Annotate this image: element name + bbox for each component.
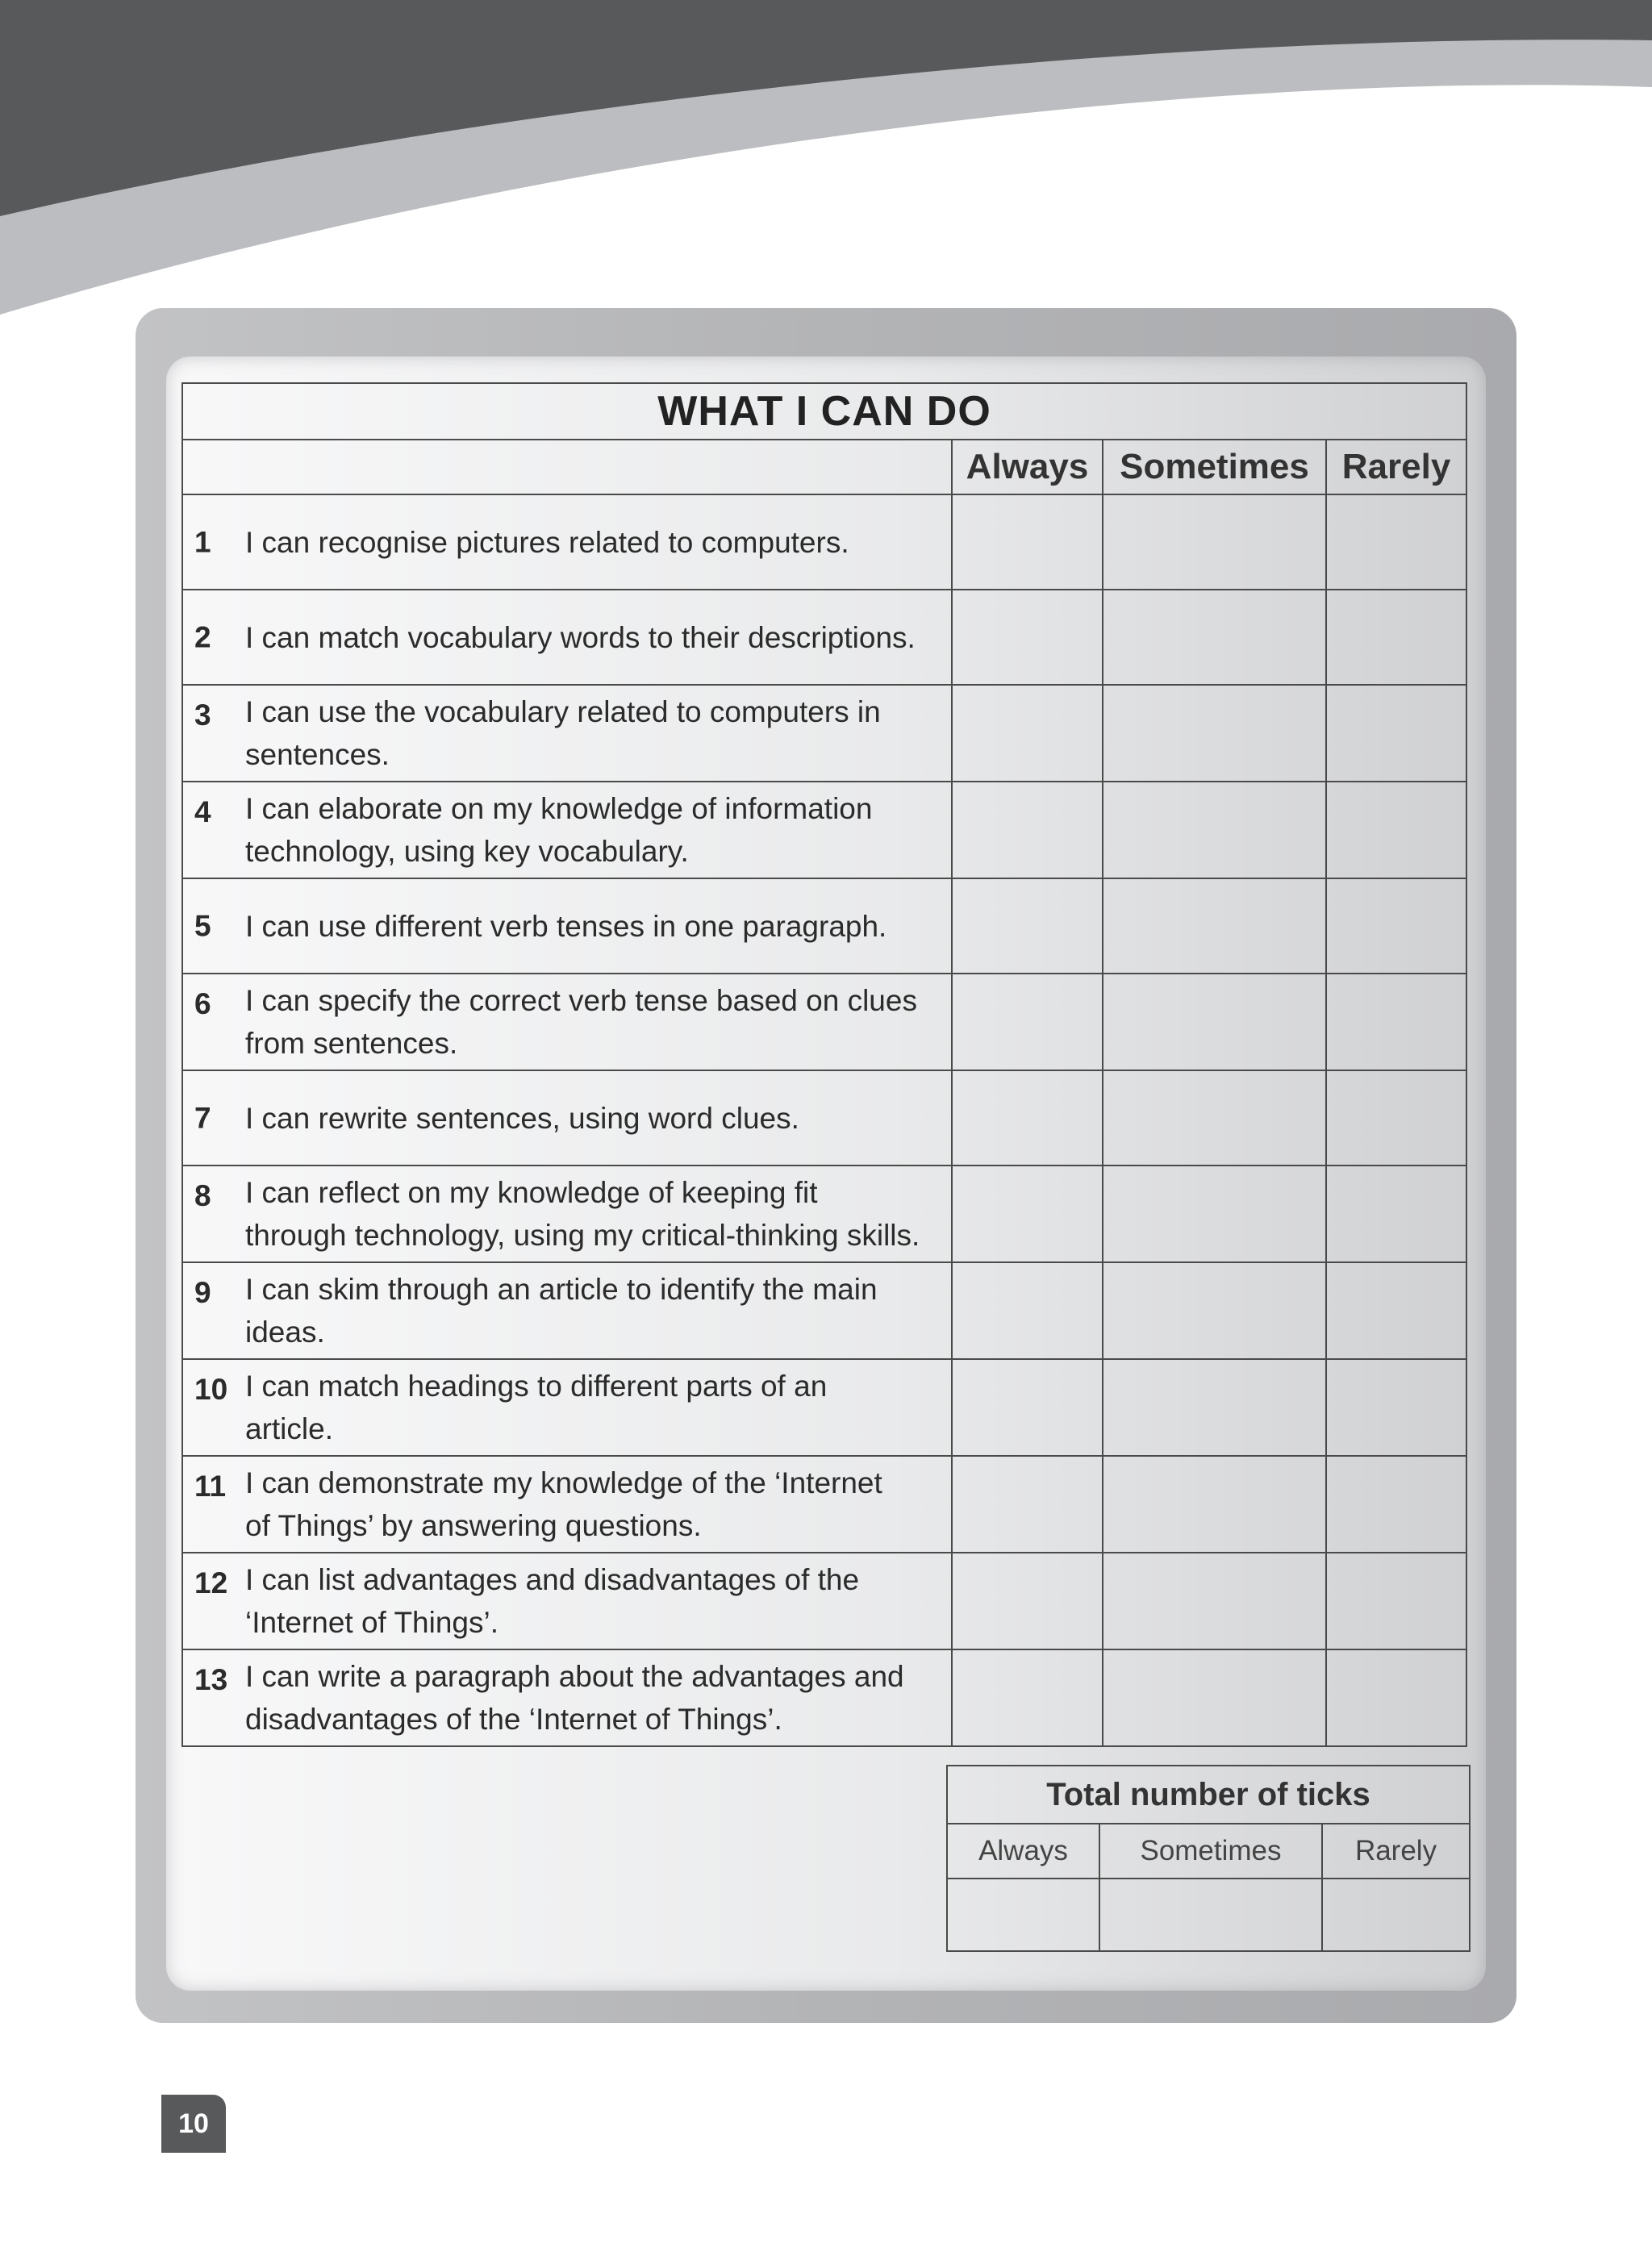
tick-box-rarely[interactable] (1326, 1166, 1466, 1262)
tick-box-rarely[interactable] (1326, 782, 1466, 878)
table-row (182, 1070, 1466, 1166)
column-header-always: Always (952, 440, 1103, 494)
statement-number: 8 (194, 1179, 211, 1212)
table-row (182, 1262, 1466, 1359)
statement-text: I can demonstrate my knowledge of the ‘Internet of Things’ by answering questions. (245, 1466, 882, 1542)
tick-box-always[interactable] (952, 1262, 1103, 1359)
statement-number: 12 (194, 1566, 228, 1599)
column-header-sometimes: Sometimes (1103, 440, 1326, 494)
statement-number: 6 (194, 987, 211, 1020)
statement-text: I can list advantages and disadvantages of the ‘Internet of Things’. (245, 1563, 860, 1639)
table-row (182, 685, 1466, 782)
total-header-sometimes: Sometimes (1099, 1824, 1322, 1879)
tick-box-sometimes[interactable] (1103, 1166, 1326, 1262)
statement-number: 1 (194, 525, 211, 559)
tick-box-always[interactable] (952, 1070, 1103, 1166)
total-ticks-title: Total number of ticks (947, 1766, 1470, 1824)
statement-cell (182, 1262, 952, 1359)
statement-number: 13 (194, 1663, 228, 1696)
statement-number: 5 (194, 909, 211, 943)
tick-box-sometimes[interactable] (1103, 974, 1326, 1070)
tick-box-always[interactable] (952, 878, 1103, 974)
statement-number: 3 (194, 698, 211, 732)
total-header-always: Always (947, 1824, 1099, 1879)
statement-text: I can rewrite sentences, using word clues. (245, 1101, 799, 1135)
header-blank-cell (182, 440, 952, 494)
tick-box-rarely[interactable] (1326, 974, 1466, 1070)
tick-box-sometimes[interactable] (1103, 1262, 1326, 1359)
tick-box-always[interactable] (952, 1456, 1103, 1553)
tick-box-rarely[interactable] (1326, 1456, 1466, 1553)
tick-box-sometimes[interactable] (1103, 1456, 1326, 1553)
statement-cell (182, 1649, 952, 1746)
tick-box-always[interactable] (952, 1649, 1103, 1746)
statement-text: I can specify the correct verb tense based on clues from sentences. (245, 984, 917, 1060)
statement-cell (182, 1166, 952, 1262)
total-header-rarely: Rarely (1322, 1824, 1470, 1879)
tick-box-rarely[interactable] (1326, 1070, 1466, 1166)
tick-box-rarely[interactable] (1326, 1553, 1466, 1649)
tick-box-sometimes[interactable] (1103, 1553, 1326, 1649)
statement-text: I can elaborate on my knowledge of information technology, using key vocabulary. (245, 792, 873, 868)
tick-box-sometimes[interactable] (1103, 1649, 1326, 1746)
tick-box-always[interactable] (952, 685, 1103, 782)
table-row (182, 878, 1466, 974)
tick-box-sometimes[interactable] (1103, 1359, 1326, 1456)
statement-number: 4 (194, 795, 211, 828)
tick-box-rarely[interactable] (1326, 1262, 1466, 1359)
statement-text: I can use the vocabulary related to computers in sentences. (245, 695, 881, 771)
table-row (182, 782, 1466, 878)
tick-box-always[interactable] (952, 494, 1103, 590)
statement-text: I can match vocabulary words to their descriptions. (245, 620, 916, 654)
statement-number: 9 (194, 1276, 211, 1309)
statement-cell (182, 1456, 952, 1553)
tick-box-sometimes[interactable] (1103, 782, 1326, 878)
tick-box-rarely[interactable] (1326, 494, 1466, 590)
table-row (182, 494, 1466, 590)
tick-box-always[interactable] (952, 1359, 1103, 1456)
tick-box-sometimes[interactable] (1103, 590, 1326, 685)
tick-box-sometimes[interactable] (1103, 685, 1326, 782)
tick-box-always[interactable] (952, 590, 1103, 685)
total-ticks-table (946, 1765, 1471, 1952)
total-sometimes-field[interactable] (1099, 1879, 1322, 1951)
statement-cell (182, 685, 952, 782)
table-title: WHAT I CAN DO (182, 383, 1466, 440)
tick-box-rarely[interactable] (1326, 1649, 1466, 1746)
statement-text: I can recognise pictures related to computers. (245, 525, 849, 559)
statement-cell (182, 1359, 952, 1456)
table-row (182, 974, 1466, 1070)
table-row (182, 590, 1466, 685)
tick-box-always[interactable] (952, 974, 1103, 1070)
can-do-table (181, 382, 1467, 1747)
table-row (182, 1456, 1466, 1553)
statement-cell (182, 782, 952, 878)
statement-number: 10 (194, 1373, 228, 1406)
total-rarely-field[interactable] (1322, 1879, 1470, 1951)
header-wave-decoration (0, 0, 1652, 323)
statement-cell (182, 494, 952, 590)
statement-text: I can match headings to different parts of an article. (245, 1370, 828, 1445)
page-number: 10 (161, 2095, 226, 2153)
statement-text: I can skim through an article to identify the main ideas. (245, 1273, 878, 1349)
table-row (182, 1553, 1466, 1649)
tick-box-sometimes[interactable] (1103, 1070, 1326, 1166)
statement-text: I can use different verb tenses in one paragraph. (245, 909, 887, 943)
tick-box-sometimes[interactable] (1103, 494, 1326, 590)
statement-number: 7 (194, 1101, 211, 1135)
tick-box-sometimes[interactable] (1103, 878, 1326, 974)
total-always-field[interactable] (947, 1879, 1099, 1951)
statement-cell (182, 878, 952, 974)
statement-text: I can reflect on my knowledge of keeping fit through technology, using my critical-thinking skills. (245, 1176, 920, 1252)
tick-box-rarely[interactable] (1326, 685, 1466, 782)
tick-box-always[interactable] (952, 1166, 1103, 1262)
tick-box-rarely[interactable] (1326, 878, 1466, 974)
column-header-rarely: Rarely (1326, 440, 1466, 494)
table-row (182, 1166, 1466, 1262)
table-row (182, 1649, 1466, 1746)
statement-cell (182, 590, 952, 685)
statement-text: I can write a paragraph about the advantages and disadvantages of the ‘Internet of Things’. (245, 1660, 904, 1736)
tick-box-always[interactable] (952, 782, 1103, 878)
tick-box-rarely[interactable] (1326, 590, 1466, 685)
statement-cell (182, 1553, 952, 1649)
tick-box-rarely[interactable] (1326, 1359, 1466, 1456)
statement-cell (182, 1070, 952, 1166)
table-row (182, 1359, 1466, 1456)
statement-number: 2 (194, 620, 211, 654)
statement-cell (182, 974, 952, 1070)
tick-box-always[interactable] (952, 1553, 1103, 1649)
statement-number: 11 (194, 1470, 227, 1503)
